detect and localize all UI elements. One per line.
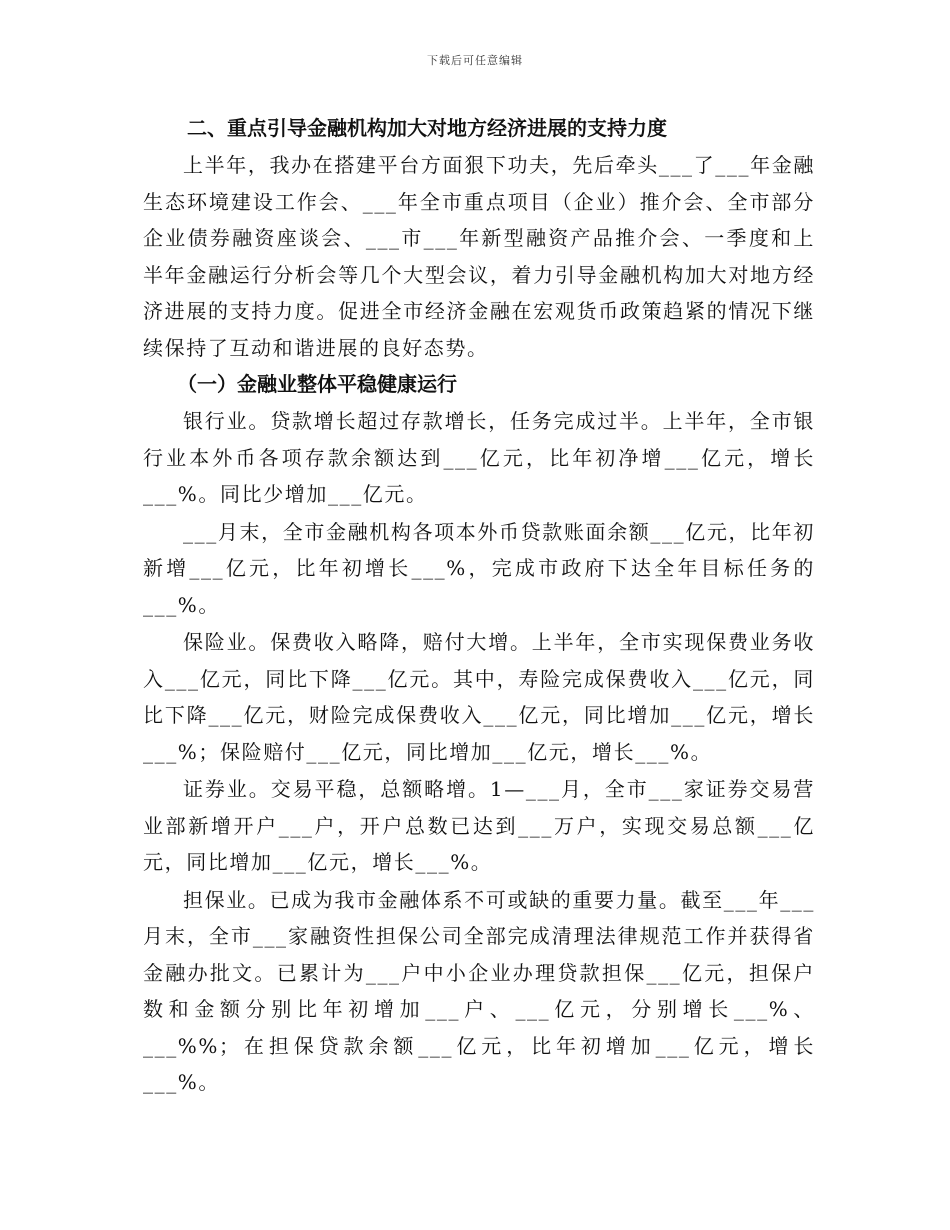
page-header-note: 下载后可任意编辑 xyxy=(427,54,523,67)
insurance-paragraph: 保险业。保费收入略降，赔付大增。上半年，全市实现保费业务收入___亿元，同比下降___亿元。其中，寿险完成保费收入___亿元，同比下降___亿元，财险完成保费收入___亿元，同比增加___亿元，增长___%；保险赔付___亿元，同比增加___亿元，增长___%。 xyxy=(143,630,815,764)
section-heading: 二、重点引导金融机构加大对地方经济进展的支持力度 xyxy=(187,116,667,140)
guarantee-paragraph: 担保业。已成为我市金融体系不可或缺的重要力量。截至___年___月末，全市___家融资性担保公司全部完成清理法律规范工作并获得省金融办批文。已累计为___户中小企业办理贷款担保___亿元，担保户数和金额分别比年初增加___户、___亿元，分别增长___%、___%%；在担保贷款余额___亿元，比年初增加___亿元，增长___%。 xyxy=(143,887,815,1094)
intro-paragraph: 上半年，我办在搭建平台方面狠下功夫，先后牵头___了___年金融生态环境建设工作会、___年全市重点项目（企业）推介会、全市部分企业债券融资座谈会、___市___年新型融资产品推介会、一季度和上半年金融运行分析会等几个大型会议，着力引导金融机构加大对地方经济进展的支持力度。促进全市经济金融在宏观货币政策趋紧的情况下继续保持了互动和谐进展的良好态势。 xyxy=(143,153,815,360)
document-body xyxy=(143,110,815,1101)
banking-paragraph: 银行业。贷款增长超过存款增长，任务完成过半。上半年，全市银行业本外币各项存款余额达到___亿元，比年初净增___亿元，增长___%。同比少增加___亿元。 xyxy=(143,409,815,506)
securities-paragraph: 证券业。交易平稳，总额略增。1—___月，全市___家证券交易营业部新增开户___户，开户总数已达到___万户，实现交易总额___亿元，同比增加___亿元，增长___%。 xyxy=(143,777,815,874)
subsection-heading: （一）金融业整体平稳健康运行 xyxy=(177,372,457,396)
loan-paragraph: ___月末，全市金融机构各项本外币贷款账面余额___亿元，比年初新增___亿元，比年初增长___%，完成市政府下达全年目标任务的___%。 xyxy=(143,519,815,617)
